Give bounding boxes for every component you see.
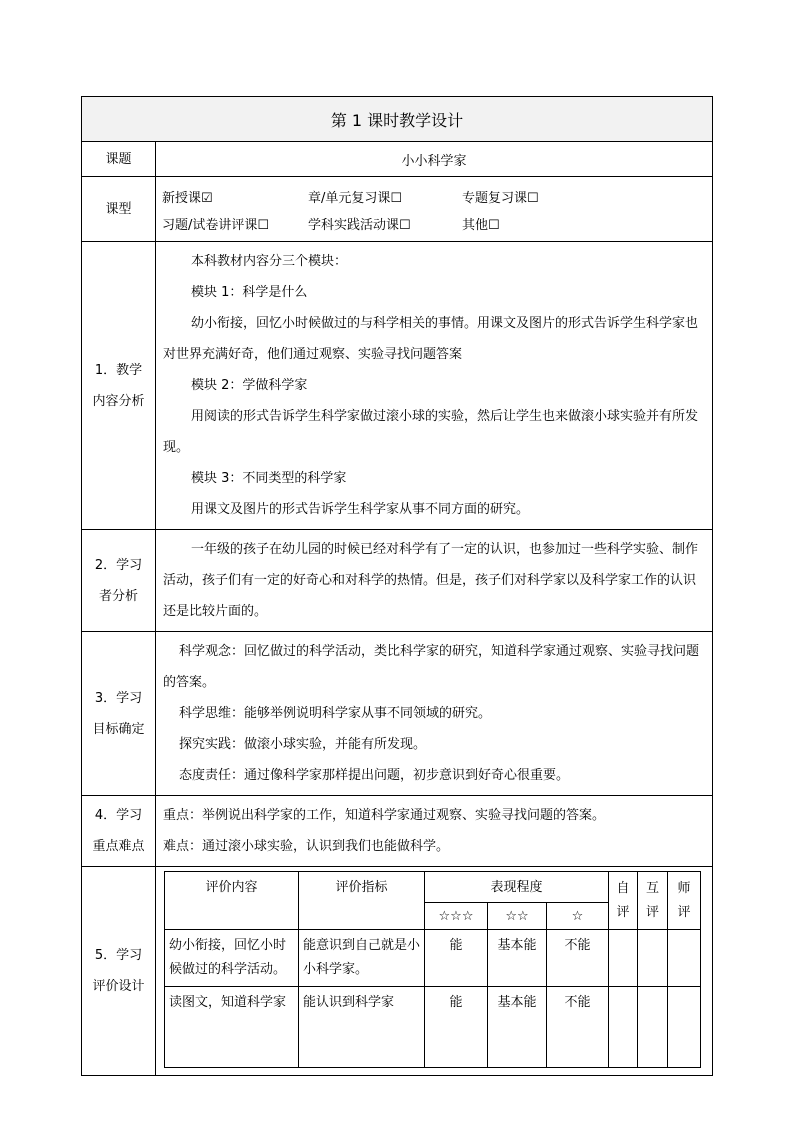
header-one-star: ☆ xyxy=(547,903,609,930)
learner-analysis-label: 2．学习 者分析 xyxy=(82,530,156,632)
topic-value: 小小科学家 xyxy=(156,142,713,177)
content-paragraph: 本科教材内容分三个模块： xyxy=(191,254,348,269)
learner-analysis-body xyxy=(156,530,713,632)
self-eval-cell[interactable] xyxy=(609,987,638,1068)
lesson-design-table xyxy=(81,96,713,1076)
key-points-body xyxy=(156,796,713,867)
evaluation-table xyxy=(164,871,701,1068)
objective-item: 探究实践：做滚小球实验，并能有所发现。 xyxy=(179,737,427,752)
content-paragraph: 用阅读的形式告诉学生科学家做过滚小球的实验，然后让学生也来做滚小球实验并有所发现。 xyxy=(163,409,699,455)
objective-item: 科学思维：能够举例说明科学家从事不同领域的研究。 xyxy=(179,706,492,721)
eval-indicator-cell: 能认识到科学家 xyxy=(299,987,425,1068)
objectives-label: 3．学习 目标确定 xyxy=(82,632,156,796)
lesson-type-option: 其他☐ xyxy=(462,218,500,233)
header-teacher-eval: 师 评 xyxy=(668,872,701,930)
document-title: 第 1 课时教学设计 xyxy=(82,97,713,142)
lesson-type-option: 专题复习课☐ xyxy=(462,191,539,206)
difficulty-point: 难点：通过滚小球实验，认识到我们也能做科学。 xyxy=(163,839,450,854)
lesson-type-option: 章/单元复习课☐ xyxy=(308,191,403,206)
table-row xyxy=(165,987,701,1068)
eval-level-cell: 基本能 xyxy=(488,930,547,987)
peer-eval-cell[interactable] xyxy=(638,987,668,1068)
eval-level-cell: 能 xyxy=(425,930,488,987)
header-peer-eval: 互 评 xyxy=(638,872,668,930)
header-two-stars: ☆☆ xyxy=(488,903,547,930)
objective-item: 态度责任：通过像科学家那样提出问题，初步意识到好奇心很重要。 xyxy=(179,768,570,783)
eval-level-cell: 基本能 xyxy=(488,987,547,1068)
content-paragraph: 模块 3：不同类型的科学家 xyxy=(191,471,347,486)
peer-eval-cell[interactable] xyxy=(638,930,668,987)
content-analysis-body xyxy=(156,242,713,530)
key-point: 重点：举例说出科学家的工作，知道科学家通过观察、实验寻找问题的答案。 xyxy=(163,808,606,823)
eval-level-cell: 不能 xyxy=(547,987,609,1068)
objective-item: 科学观念：回忆做过的科学活动，类比科学家的研究，知道科学家通过观察、实验寻找问题的答案。 xyxy=(163,644,700,690)
header-three-stars: ☆☆☆ xyxy=(425,903,488,930)
eval-content-cell: 读图文，知道科学家 xyxy=(165,987,299,1068)
self-eval-cell[interactable] xyxy=(609,930,638,987)
learner-paragraph: 一年级的孩子在幼儿园的时候已经对科学有了一定的认识，也参加过一些科学实验、制作活动，孩子们有一定的好奇心和对科学的热情。但是，孩子们对科学家以及科学家工作的认识还是比较片面的。 xyxy=(163,542,699,619)
teacher-eval-cell[interactable] xyxy=(668,987,701,1068)
eval-level-cell: 能 xyxy=(425,987,488,1068)
header-eval-indicator: 评价指标 xyxy=(299,872,425,930)
content-paragraph: 模块 1：科学是什么 xyxy=(191,285,308,300)
objectives-body xyxy=(156,632,713,796)
teacher-eval-cell[interactable] xyxy=(668,930,701,987)
eval-level-cell: 不能 xyxy=(547,930,609,987)
lesson-type-option: 新授课☑ xyxy=(162,191,213,206)
content-paragraph: 模块 2：学做科学家 xyxy=(191,378,308,393)
content-paragraph: 用课文及图片的形式告诉学生科学家从事不同方面的研究。 xyxy=(191,502,530,517)
lesson-type-label: 课型 xyxy=(82,177,156,242)
eval-indicator-cell: 能意识到自己就是小小科学家。 xyxy=(299,930,425,987)
table-row xyxy=(165,930,701,987)
header-eval-content: 评价内容 xyxy=(165,872,299,930)
header-self-eval: 自 评 xyxy=(609,872,638,930)
eval-content-cell: 幼小衔接，回忆小时候做过的科学活动。 xyxy=(165,930,299,987)
evaluation-body xyxy=(156,867,713,1076)
lesson-type-options xyxy=(156,177,713,242)
topic-label: 课题 xyxy=(82,142,156,177)
content-paragraph: 幼小衔接，回忆小时候做过的与科学相关的事情。用课文及图片的形式告诉学生科学家也对世界充满好奇，他们通过观察、实验寻找问题答案 xyxy=(163,316,699,362)
content-analysis-label: 1．教学 内容分析 xyxy=(82,242,156,530)
header-performance-level: 表现程度 xyxy=(425,872,609,903)
lesson-type-option: 习题/试卷讲评课☐ xyxy=(162,218,270,233)
evaluation-label: 5．学习 评价设计 xyxy=(82,867,156,1076)
key-points-label: 4．学习 重点难点 xyxy=(82,796,156,867)
lesson-type-option: 学科实践活动课☐ xyxy=(308,218,411,233)
